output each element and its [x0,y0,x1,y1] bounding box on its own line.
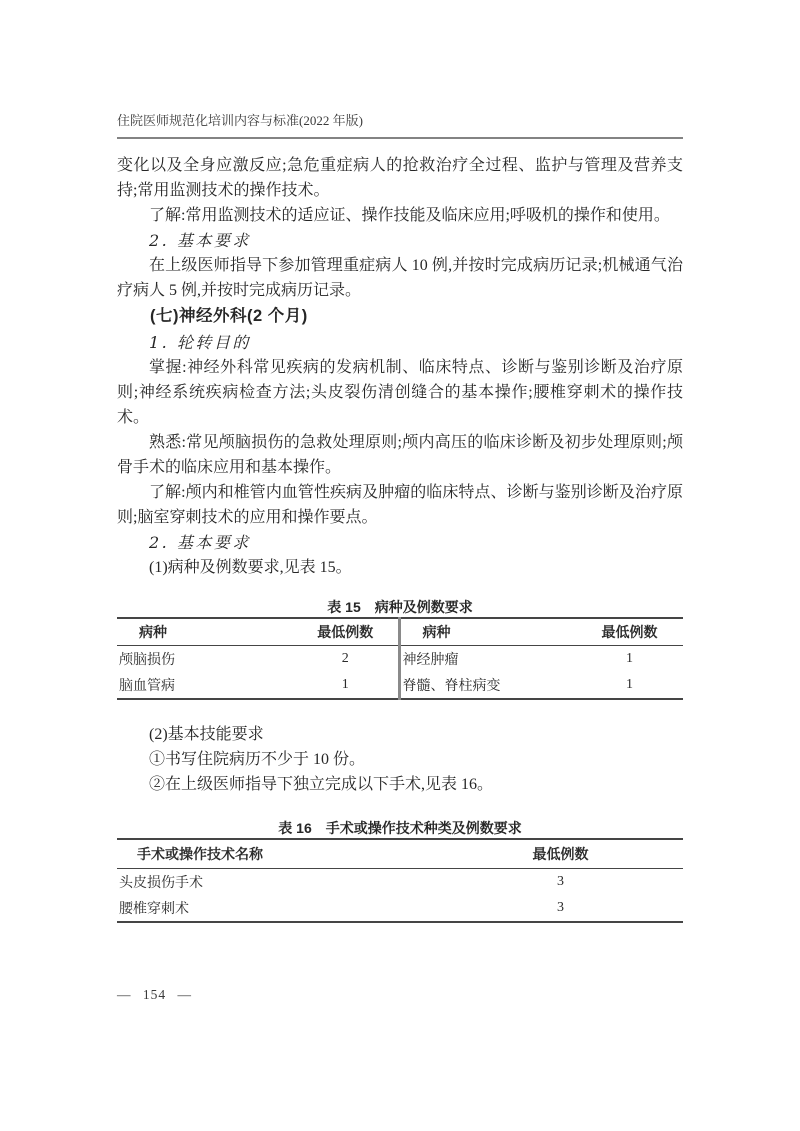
section-heading-neurosurgery: (七)神经外科(2 个月) [150,307,308,325]
para-master: 掌握:神经外科常见疾病的发病机制、临床特点、诊断与鉴别诊断及治疗原则;神经系统疾病检查方法;头皮裂伤清创缝合的基本操作;腰椎穿刺术的操作技术。 [117,359,683,426]
table-row [117,646,683,673]
item-basic-skill-requirement: (2)基本技能要求 [149,726,264,743]
page-content [117,153,683,1004]
cell-disease: 脑血管病 [119,679,175,694]
cell-disease: 神经肿瘤 [399,646,576,673]
table16-caption-title: 手术或操作技术种类及例数要求 [325,820,522,836]
para-understand-monitoring: 了解:常用监测技术的适应证、操作技能及临床应用;呼吸机的操作和使用。 [149,207,670,224]
cell-min-cases: 1 [626,651,633,666]
item-rotation-purpose: 1. 轮转目的 [149,333,251,352]
table15-header-disease-left: 病种 [117,618,293,646]
table-row [117,672,683,699]
cell-operation: 头皮损伤手术 [119,876,203,891]
table16 [117,838,683,923]
table15-caption [117,597,683,617]
para-case-management: 在上级医师指导下参加管理重症病人 10 例,并按时完成病历记录;机械通气治疗病人 5 例,并按时完成病历记录。 [117,257,683,299]
table15-caption-label: 表 15 [327,599,361,615]
cell-min-cases: 3 [557,900,564,915]
page-number: — 154 — [117,987,192,1002]
para-familiar: 熟悉:常见颅脑损伤的急救处理原则;颅内高压的临床诊断及初步处理原则;颅骨手术的临床应用和基本操作。 [117,434,683,476]
item-basic-requirements-2: 2. 基本要求 [149,533,251,552]
table15-header-disease-right: 病种 [399,618,576,646]
page-header [117,0,683,139]
table16-caption-label: 表 16 [278,820,312,836]
cell-min-cases: 2 [341,651,349,666]
cell-disease: 颅脑损伤 [119,653,175,668]
table15-header-row [117,618,683,646]
cell-disease: 脊髓、脊柱病变 [399,672,576,699]
table16-header-row [117,839,683,869]
item-basic-requirements-1: 2. 基本要求 [149,231,251,250]
para-understand-neuro: 了解:颅内和椎管内血管性疾病及肿瘤的临床特点、诊断与鉴别诊断及治疗原则;脑室穿刺技术的应用和操作要点。 [117,484,683,526]
cell-min-cases: 3 [557,874,564,889]
table-row [117,895,683,922]
table15 [117,617,683,700]
item-write-medical-records: ①书写住院病历不少于 10 份。 [149,751,366,768]
running-head-title: 住院医师规范化培训内容与标准(2022 年版) [117,112,683,139]
cell-min-cases: 1 [341,677,349,692]
cell-min-cases: 1 [626,677,633,692]
cell-operation: 腰椎穿刺术 [119,902,189,917]
para-continuation: 变化以及全身应激反应;急危重症病人的抢救治疗全过程、监护与管理及营养支持;常用监测技术的操作技术。 [117,157,683,199]
table16-header-operation-name: 手术或操作技术名称 [117,839,438,869]
table15-header-min-cases-right: 最低例数 [576,618,683,646]
table15-header-min-cases-left: 最低例数 [293,618,399,646]
table-row [117,869,683,896]
item-complete-surgeries: ②在上级医师指导下独立完成以下手术,见表 16。 [149,776,494,793]
table15-caption-title: 病种及例数要求 [374,599,473,615]
item-disease-case-requirement: (1)病种及例数要求,见表 15。 [149,559,352,576]
table16-caption [117,818,683,838]
table16-header-min-cases: 最低例数 [438,839,683,869]
